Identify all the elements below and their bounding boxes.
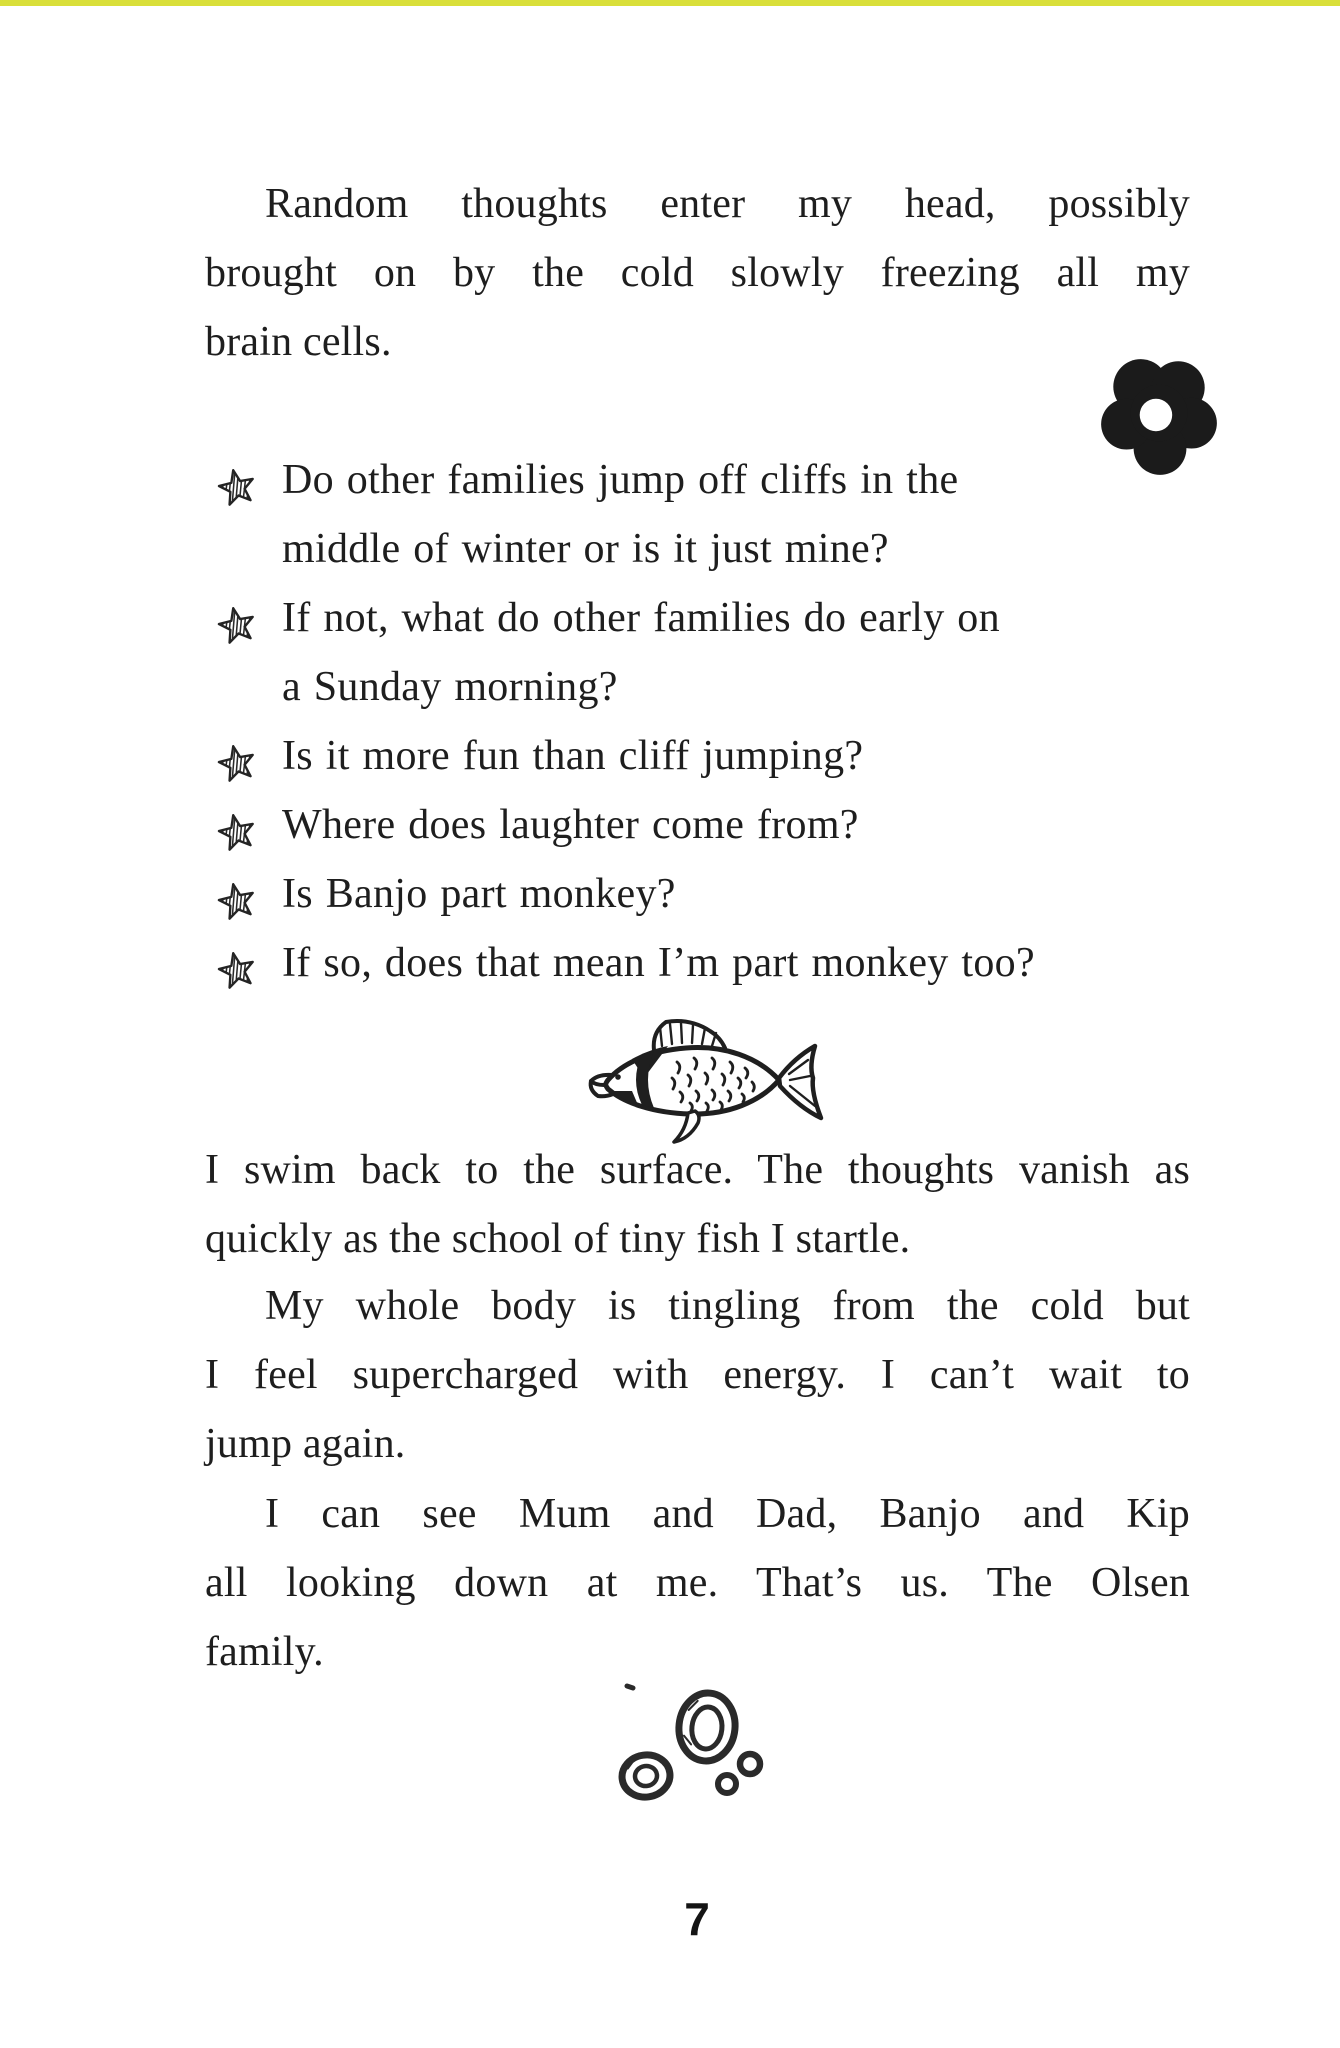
text-line: Random thoughts enter my head, possibly	[265, 181, 1190, 227]
list-item-text	[282, 722, 1190, 791]
paragraph-family	[205, 1480, 1190, 1687]
page-number: 7	[684, 1893, 711, 1945]
text-line: Is Banjo part monkey?	[282, 871, 676, 917]
text-line: I feel supercharged with energy. I can’t wait to	[205, 1352, 1190, 1398]
text-line: middle of winter or is it just mine?	[282, 526, 889, 572]
intro-paragraph	[205, 170, 1190, 377]
text-line: If so, does that mean I’m part monkey too?	[282, 940, 1035, 986]
text-line: Is it more fun than cliff jumping?	[282, 733, 864, 779]
list-item-text	[282, 584, 1190, 722]
paragraph-tingling	[205, 1272, 1190, 1479]
text-line: quickly as the school of tiny fish I startle.	[205, 1216, 911, 1262]
page-top-edge-artifact	[0, 0, 1340, 6]
text-line: family.	[205, 1629, 324, 1675]
text-line: jump again.	[205, 1421, 406, 1467]
paragraph-swim	[205, 1136, 1190, 1274]
list-item-text	[282, 929, 1190, 998]
star-bullet-icon	[217, 744, 257, 784]
list-item	[205, 791, 1190, 860]
list-item	[205, 722, 1190, 791]
star-bullet-icon	[217, 813, 257, 853]
list-item	[205, 446, 1190, 584]
list-item	[205, 860, 1190, 929]
text-line: a Sunday morning?	[282, 664, 618, 710]
list-item-text	[282, 860, 1190, 929]
star-bullet-icon	[217, 882, 257, 922]
text-line: Where does laughter come from?	[282, 802, 859, 848]
fish-icon	[582, 1018, 832, 1150]
list-item-text	[282, 446, 1190, 584]
text-line: Do other families jump off cliffs in the	[282, 457, 959, 503]
star-bullet-icon	[217, 468, 257, 508]
list-item	[205, 584, 1190, 722]
bubbles-icon	[605, 1672, 765, 1810]
text-line: My whole body is tingling from the cold but	[265, 1283, 1190, 1329]
text-line: all looking down at me. That’s us. The Olsen	[205, 1560, 1190, 1606]
questions-list	[205, 446, 1190, 998]
list-item	[205, 929, 1190, 998]
list-item-text	[282, 791, 1190, 860]
star-bullet-icon	[217, 951, 257, 991]
text-line: I can see Mum and Dad, Banjo and Kip	[265, 1491, 1190, 1537]
text-line: brought on by the cold slowly freezing all my	[205, 250, 1190, 296]
text-line: I swim back to the surface. The thoughts vanish as	[205, 1147, 1190, 1193]
star-bullet-icon	[217, 606, 257, 646]
text-line: If not, what do other families do early on	[282, 595, 1000, 641]
text-line: brain cells.	[205, 319, 392, 365]
